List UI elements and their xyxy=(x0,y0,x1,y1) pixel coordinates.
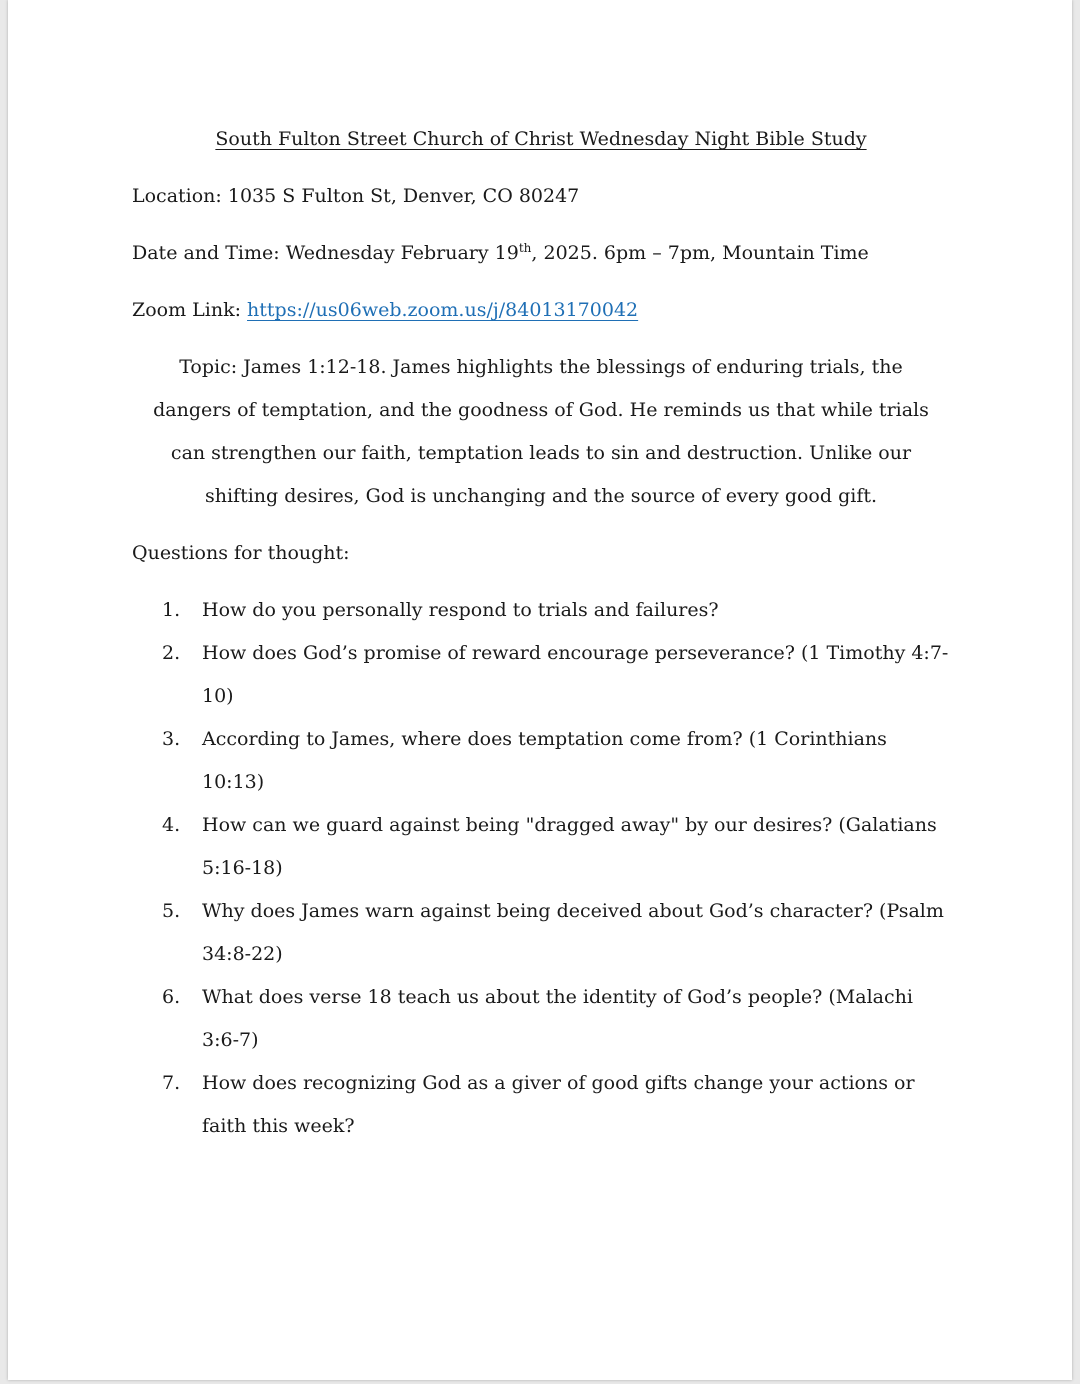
question-text: How do you personally respond to trials and failures? xyxy=(202,599,719,621)
question-text: Why does James warn against being deceived about God’s character? (Psalm 34:8-22) xyxy=(202,900,944,965)
document-title: South Fulton Street Church of Christ Wednesday Night Bible Study xyxy=(215,128,867,150)
location-label: Location: xyxy=(132,185,222,207)
question-item xyxy=(162,718,950,804)
question-text: According to James, where does temptation come from? (1 Corinthians 10:13) xyxy=(202,728,887,793)
questions-list xyxy=(132,589,950,1148)
datetime-label: Date and Time: xyxy=(132,242,280,264)
question-text: How does God’s promise of reward encourage perseverance? (1 Timothy 4:7-10) xyxy=(202,642,949,707)
question-number: 7. xyxy=(162,1072,181,1094)
topic-paragraph: Topic: James 1:12-18. James highlights the blessings of enduring trials, the dangers of temptation, and the goodness of God. He reminds us that while trials can strengthen our faith, temptation leads to sin and destruction. Unlike our shifting desires, God is unchanging and the source of every good gift. xyxy=(153,356,929,507)
question-text: How does recognizing God as a giver of good gifts change your actions or faith this week? xyxy=(202,1072,915,1137)
zoom-link[interactable]: https://us06web.zoom.us/j/84013170042 xyxy=(247,299,639,321)
zoom-label: Zoom Link: xyxy=(132,299,241,321)
question-number: 3. xyxy=(162,728,181,750)
document-page xyxy=(8,0,1072,1380)
question-item xyxy=(162,890,950,976)
question-text: What does verse 18 teach us about the identity of God’s people? (Malachi 3:6-7) xyxy=(202,986,913,1051)
datetime-line xyxy=(132,232,950,275)
question-number: 5. xyxy=(162,900,181,922)
ordinal-suffix: th xyxy=(518,241,532,255)
questions-heading: Questions for thought: xyxy=(132,542,350,564)
question-item xyxy=(162,632,950,718)
question-item xyxy=(162,976,950,1062)
zoom-line xyxy=(132,289,950,332)
question-item xyxy=(162,804,950,890)
document-body xyxy=(132,118,950,1148)
question-number: 4. xyxy=(162,814,181,836)
question-number: 2. xyxy=(162,642,181,664)
datetime-value: Wednesday February 19th, 2025. 6pm – 7pm, Mountain Time xyxy=(285,241,869,264)
question-item xyxy=(162,589,950,632)
question-number: 6. xyxy=(162,986,181,1008)
question-number: 1. xyxy=(162,599,181,621)
location-value: 1035 S Fulton St, Denver, CO 80247 xyxy=(227,185,580,207)
question-text: How can we guard against being "dragged away" by our desires? (Galatians 5:16-18) xyxy=(202,814,937,879)
location-line xyxy=(132,175,950,218)
question-item xyxy=(162,1062,950,1148)
